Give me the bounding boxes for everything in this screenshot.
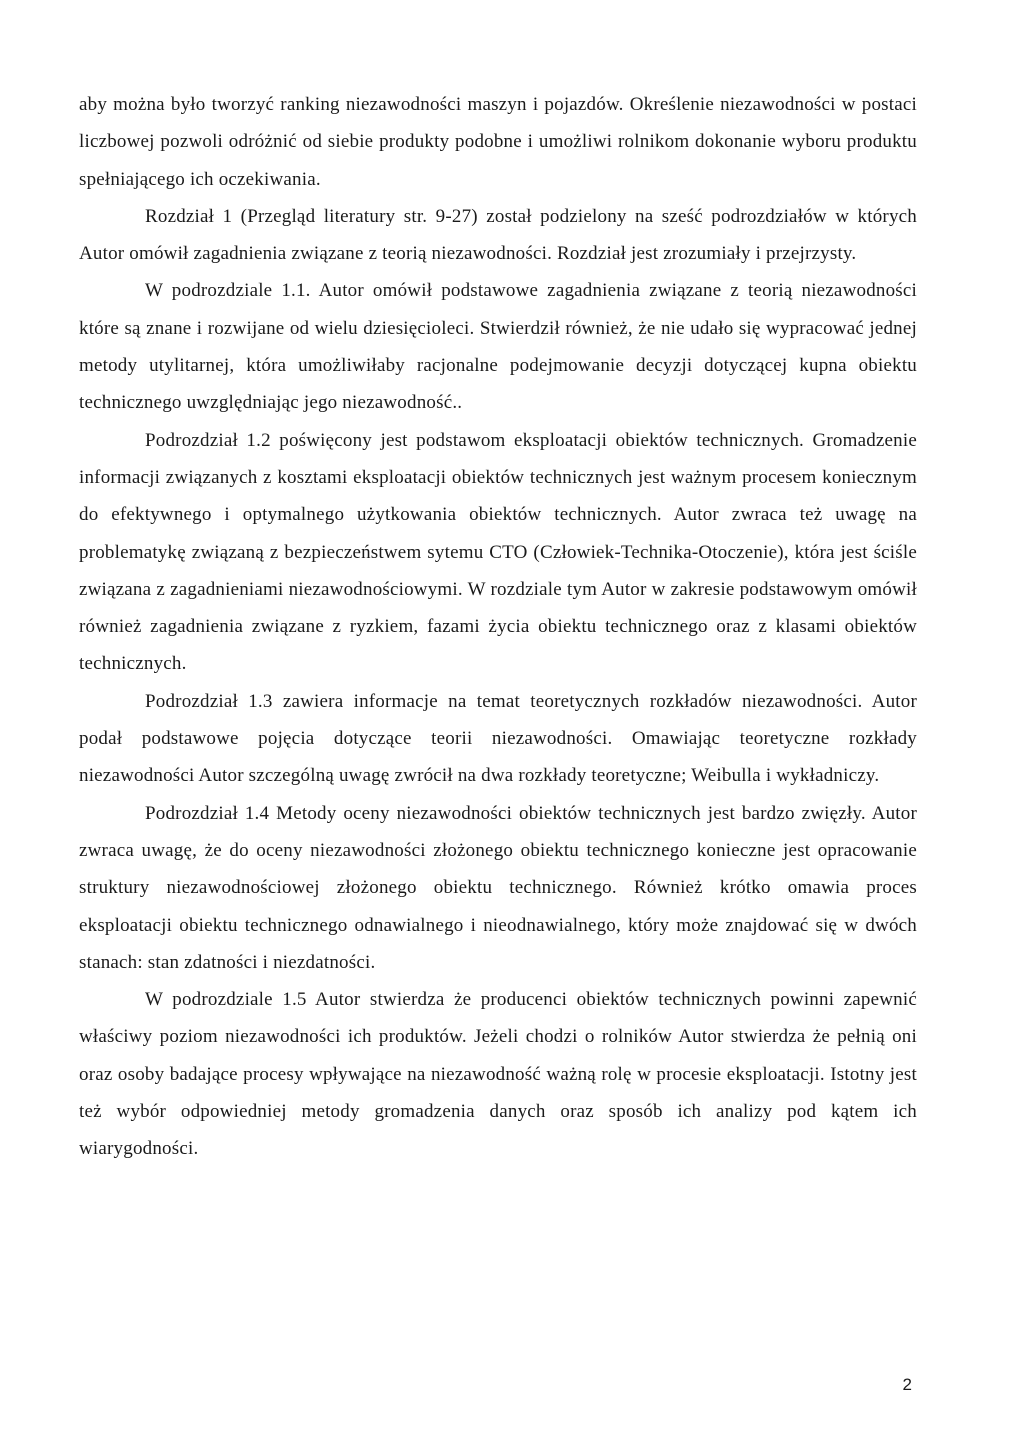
paragraph-podrozdzial-1-4: Podrozdział 1.4 Metody oceny niezawodności obiektów technicznych jest bardzo zwięzły. Autor zwraca uwagę, że do oceny niezawodności złożonego obiektu technicznego konieczne jest opracowanie struktury niezawodnościowej złożonego obiektu technicznego. Również krótko omawia proces eksploatacji obiektu technicznego odnawialnego i nieodnawialnego, który może znajdować się w dwóch stanach: stan zdatności i niezdatności.: [79, 802, 917, 973]
paragraph-podrozdzial-1-2: Podrozdział 1.2 poświęcony jest podstawom eksploatacji obiektów technicznych. Gromadzenie informacji związanych z kosztami eksploatacji obiektów technicznych jest ważnym procesem koniecznym do efektywnego i optymalnego użytkowania obiektów technicznych. Autor zwraca też uwagę na problematykę związaną z bezpieczeństwem sytemu CTO (Człowiek-Technika-Otoczenie), która jest ściśle związana z zagadnieniami niezawodnościowymi. W rozdziale tym Autor w zakresie podstawowym omówił również zagadnienia związane z ryzkiem, fazami życia obiektu technicznego oraz z klasami obiektów technicznych.: [79, 429, 917, 675]
paragraph-podrozdzial-1-3: Podrozdział 1.3 zawiera informacje na temat teoretycznych rozkładów niezawodności. Autor podał podstawowe pojęcia dotyczące teorii niezawodności. Omawiając teoretyczne rozkłady niezawodności Autor szczególną uwagę zwrócił na dwa rozkłady teoretyczne; Weibulla i wykładniczy.: [79, 690, 917, 787]
paragraph-podrozdzial-1-5: W podrozdziale 1.5 Autor stwierdza że producenci obiektów technicznych powinni zapewnić właściwy poziom niezawodności ich produktów. Jeżeli chodzi o rolników Autor stwierdza że pełnią oni oraz osoby badające procesy wpływające na niezawodność ważną rolę w procesie eksploatacji. Istotny jest też wybór odpowiedniej metody gromadzenia danych oraz sposób ich analizy pod kątem ich wiarygodności.: [79, 989, 917, 1160]
paragraph-podrozdzial-1-1: W podrozdziale 1.1. Autor omówił podstawowe zagadnienia związane z teorią niezawodności które są znane i rozwijane od wielu dziesięcioleci. Stwierdził również, że nie udało się wypracować jednej metody utylitarnej, która umożliwiłaby racjonalne podejmowanie decyzji dotyczącej kupna obiektu technicznego uwzględniając jego niezawodność..: [79, 280, 917, 414]
body-text: [79, 86, 917, 1168]
paragraph-continuation: aby można było tworzyć ranking niezawodności maszyn i pojazdów. Określenie niezawodności w postaci liczbowej pozwoli odróżnić od siebie produkty podobne i umożliwi rolnikom dokonanie wyboru produktu spełniającego ich oczekiwania.: [79, 94, 917, 190]
page-number: 2: [902, 1375, 912, 1394]
paragraph-rozdzial-1: Rozdział 1 (Przegląd literatury str. 9-27) został podzielony na sześć podrozdziałów w których Autor omówił zagadnienia związane z teorią niezawodności. Rozdział jest zrozumiały i przejrzysty.: [79, 205, 917, 265]
